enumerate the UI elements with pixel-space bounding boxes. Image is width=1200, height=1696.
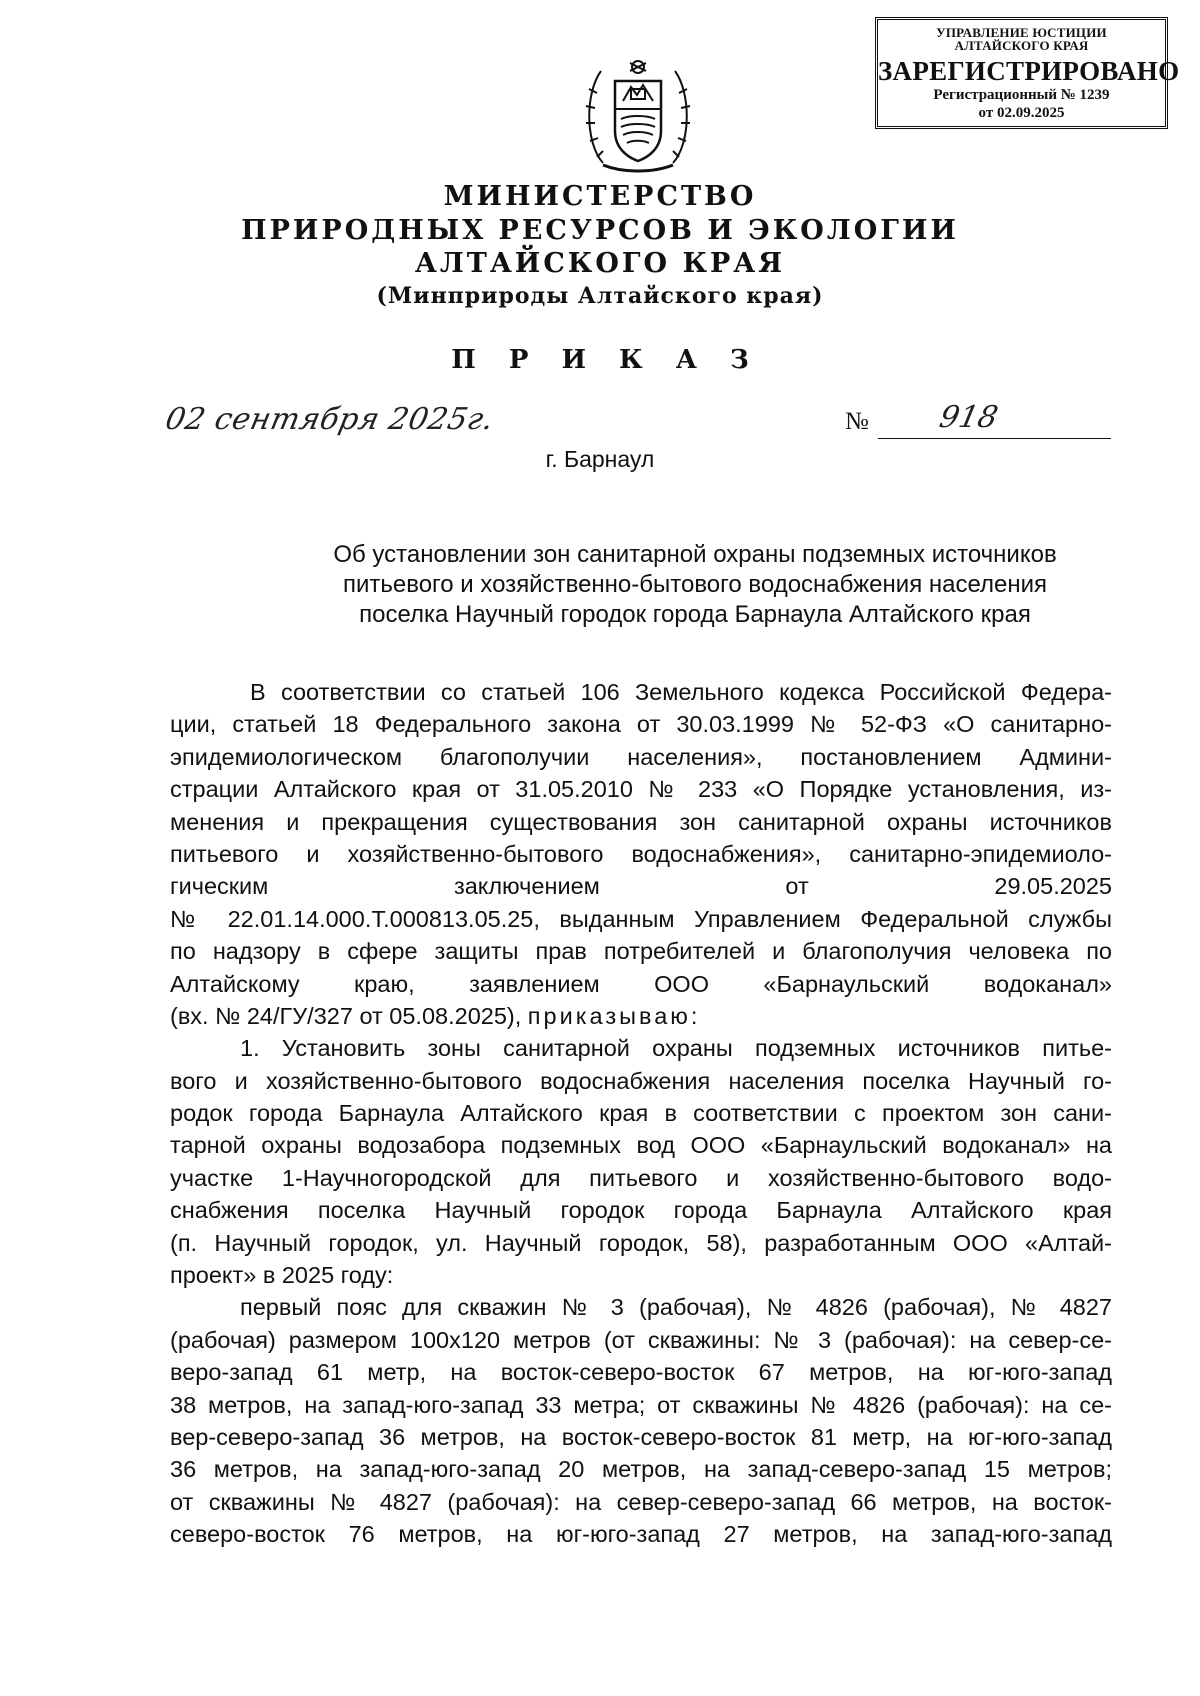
body-line: вого и хозяйственно-бытового водоснабжения населения поселка Научный го-: [170, 1067, 1112, 1094]
number-underline: [878, 438, 1111, 439]
body-line: В соответствии со статьей 106 Земельного кодекса Российской Федера-: [250, 679, 1112, 705]
number-label: №: [845, 408, 869, 435]
coat-of-arms-icon: [583, 53, 693, 179]
body-line: страции Алтайского края от 31.05.2010 № 233 «О Порядке установления, из-: [170, 776, 1112, 803]
body-line: [170, 1000, 1112, 1032]
body-line: эпидемиологическом благополучии населения», постановлением Админи-: [170, 743, 1112, 770]
body-line: № 22.01.14.000.Т.000813.05.25, выданным Управлением Федеральной службы: [170, 905, 1112, 932]
body-line: по надзору в сфере защиты прав потребителей и благополучия человека по: [170, 938, 1112, 965]
registration-stamp: [875, 17, 1180, 129]
handwritten-number: 918: [936, 400, 1001, 435]
stamp-reg-number: Регистрационный № 1239: [933, 87, 1110, 103]
handwritten-date: 02 сентября 2025г.: [162, 402, 498, 437]
body-line: ции, статьей 18 Федерального закона от 30.03.1999 № 52-ФЗ «О санитарно-: [170, 711, 1112, 738]
title-line: питьевого и хозяйственно-бытового водоснабжения населения: [342, 571, 1048, 598]
body-line: северо-восток 76 метров, на юг-юго-запад 27 метров, на запад-юго-запад: [170, 1521, 1112, 1548]
body-line: менения и прекращения существования зон санитарной охраны источников: [170, 808, 1112, 835]
document-title: [240, 540, 1150, 630]
stamp-status: ЗАРЕГИСТРИРОВАНО: [878, 56, 1180, 86]
body-line: 36 метров, на запад-юго-запад 20 метров, на запад-северо-запад 15 метров;: [170, 1456, 1112, 1483]
ministry-name-line1: МИНИСТЕРСТВО: [443, 181, 757, 212]
title-line: поселка Научный городок города Барнаула Алтайского края: [359, 601, 1031, 628]
document-body: [170, 676, 1112, 1551]
body-line: (рабочая) размером 100х120 метров (от скважины: № 3 (рабочая): на север-се-: [170, 1326, 1112, 1353]
body-line: первый пояс для скважин № 3 (рабочая), № 4826 (рабочая), № 4827: [240, 1294, 1112, 1321]
document-type: П Р И К А З: [451, 345, 761, 375]
body-line: проект» в 2025 году:: [170, 1262, 394, 1289]
body-line: 38 метров, на запад-юго-запад 33 метра; от скважины № 4826 (рабочая): на се-: [170, 1391, 1112, 1418]
body-line: (п. Научный городок, ул. Научный городок, 58), разработанным ООО «Алтай-: [170, 1229, 1112, 1256]
body-line: участке 1-Научногородской для питьевого и хозяйственно-бытового водо-: [170, 1164, 1112, 1191]
stamp-org-line1: УПРАВЛЕНИЕ ЮСТИЦИИ: [936, 25, 1107, 40]
body-line: снабжения поселка Научный городок города Барнаула Алтайского края: [170, 1197, 1112, 1224]
body-line: питьевого и хозяйственно-бытового водоснабжения», санитарно-эпидемиоло-: [170, 840, 1112, 867]
body-text: (вх. № 24/ГУ/327 от 05.08.2025),: [170, 1002, 528, 1029]
stamp-org-line2: АЛТАЙСКОГО КРАЯ: [954, 38, 1089, 53]
body-line: от скважины № 4827 (рабочая): на север-северо-запад 66 метров, на восток-: [170, 1488, 1112, 1515]
stamp-reg-date: от 02.09.2025: [978, 105, 1065, 121]
body-line: тарной охраны водозабора подземных вод ООО «Барнаульский водоканал» на: [170, 1132, 1112, 1159]
body-line: гическим заключением от 29.05.2025: [170, 873, 1112, 900]
body-line: Алтайскому краю, заявлением ООО «Барнаульский водоканал»: [170, 970, 1112, 997]
ministry-short-name: (Минприроды Алтайского края): [376, 283, 824, 309]
body-line: веро-запад 61 метр, на восток-северо-восток 67 метров, на юг-юго-запад: [170, 1359, 1112, 1386]
order-verb: приказываю:: [527, 1002, 701, 1029]
ministry-name-line3: АЛТАЙСКОГО КРАЯ: [414, 248, 786, 279]
body-line: родок города Барнаула Алтайского края в соответствии с проектом зон сани-: [170, 1100, 1112, 1127]
body-line: вер-северо-запад 36 метров, на восток-северо-восток 81 метр, на юг-юго-запад: [170, 1423, 1112, 1450]
ministry-name-line2: ПРИРОДНЫХ РЕСУРСОВ И ЭКОЛОГИИ: [241, 215, 959, 246]
title-line: Об установлении зон санитарной охраны подземных источников: [333, 541, 1057, 568]
city: г. Барнаул: [545, 446, 655, 472]
body-line: 1. Установить зоны санитарной охраны подземных источников питье-: [240, 1035, 1112, 1062]
